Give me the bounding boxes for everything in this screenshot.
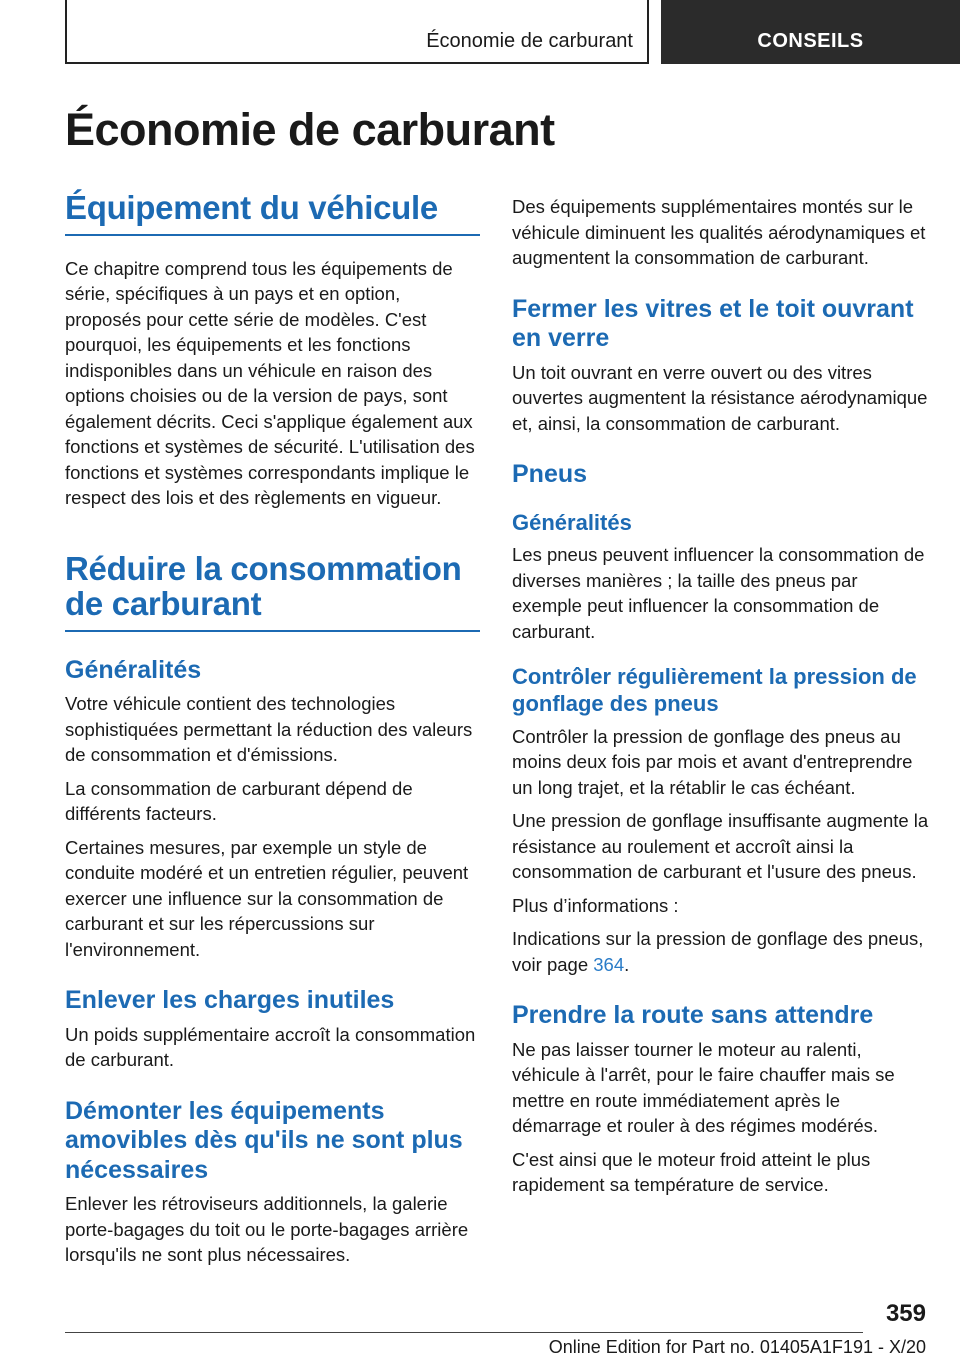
heading-pneus-generalites: Généralités: [512, 509, 632, 535]
indications-period: .: [624, 953, 630, 975]
indications-text: Indications sur la pression de gonflage des pneus, voir page: [512, 928, 924, 975]
footer-divider: [65, 1332, 863, 1333]
paragraph-generalites-2: La consommation de carburant dépend de différents facteurs.: [65, 777, 413, 825]
paragraph-charges-inutiles: Un poids supplémentaire accroît la consommation de carburant.: [65, 1023, 476, 1071]
paragraph-prendre-route-1: Ne pas laisser tourner le moteur au ralenti, véhicule à l'arrêt, pour le faire chauffer mais se mettre en route immédiatement après le démarrage et rouler à des régimes modérés.: [512, 1038, 895, 1137]
paragraph-indications-pression: [512, 926, 930, 977]
header-chapter-tab[interactable]: [661, 0, 960, 64]
paragraph-generalites-3: Certaines mesures, par exemple un style de conduite modéré et un entretien régulier, peuvent exercer une influence sur la consommation de carburant et sur les répercussions sur l'environnement.: [65, 836, 469, 960]
heading-controler-pression: Contrôler régulièrement la pression de gonflage des pneus: [512, 664, 917, 717]
paragraph-equipements-supplementaires: Des équipements supplémentaires montés sur le véhicule diminuent les qualités aérodynamiques et augmentent la consommation de carburant.: [512, 196, 926, 268]
heading-fermer-vitres: Fermer les vitres et le toit ouvrant en verre: [512, 294, 914, 352]
page-title: Économie de carburant: [65, 104, 555, 155]
paragraph-fermer-vitres: Un toit ouvrant en verre ouvert ou des vitres ouvertes augmentent la résistance aérodynamique et, ainsi, la consommation de carburant.: [512, 361, 928, 434]
paragraph-pneus-generalites: Les pneus peuvent influencer la consommation de diverses manières ; la taille des pneus par exemple peut influencer la consommation de carburant.: [512, 544, 925, 642]
page-number: 359: [885, 1300, 926, 1327]
paragraph-equipement: Ce chapitre comprend tous les équipements de série, spécifiques à un pays et en option, proposés pour cette série de modèles. C'est pourquoi, les équipements et les fonctions indisponibles dans un véhicule en raison des options choisies ou de la version de pays, sont également décrits. Ceci s'applique également aux fonctions et systèmes de sécurité. L'utilisation des fonctions et systèmes correspondants implique le respect des lois et des règlements en vigueur.: [65, 257, 475, 509]
paragraph-prendre-route-2: C'est ainsi que le moteur froid atteint le plus rapidement sa température de service.: [512, 1148, 871, 1196]
paragraph-controler-pression-1: Contrôler la pression de gonflage des pneus au moins deux fois par mois et avant d'entreprendre un long trajet, et la rétablir le cas échéant.: [512, 725, 913, 798]
heading-prendre-route: Prendre la route sans attendre: [512, 1001, 874, 1030]
heading-generalites: Généralités: [65, 655, 202, 684]
header-chapter-tab-label: CONSEILS: [757, 30, 864, 52]
header-section-box: [65, 0, 649, 64]
heading-equipement-vehicule: Équipement du véhicule: [65, 190, 480, 236]
paragraph-controler-pression-2: Une pression de gonflage insuffisante augmente la résistance au roulement et accroît ainsi la consommation de carburant et l'usure des pneus.: [512, 810, 929, 883]
heading-charges-inutiles: Enlever les charges inutiles: [65, 986, 395, 1015]
paragraph-plus-informations: Plus d’informations :: [512, 894, 679, 916]
page-reference-link[interactable]: 364: [593, 953, 625, 975]
heading-pneus: Pneus: [512, 460, 588, 488]
left-column: [65, 190, 480, 1276]
paragraph-generalites-1: Votre véhicule contient des technologies sophistiquées permettant la réduction des valeurs de consommation et d'émissions.: [65, 693, 473, 766]
footer-edition-text: Online Edition for Part no. 01405A1F191 - X/20: [548, 1337, 926, 1357]
heading-reduire-consommation: Réduire la consommation de carburant: [65, 551, 480, 632]
paragraph-demonter-equipements: Enlever les rétroviseurs additionnels, la galerie porte-bagages du toit ou le porte-bagages arrière lorsqu'ils ne sont plus nécessaires.: [65, 1193, 469, 1266]
header-section-title: Économie de carburant: [426, 30, 633, 52]
heading-demonter-equipements: Démonter les équipements amovibles dès qu'ils ne sont plus nécessaires: [65, 1096, 463, 1184]
right-column: [512, 194, 930, 1206]
